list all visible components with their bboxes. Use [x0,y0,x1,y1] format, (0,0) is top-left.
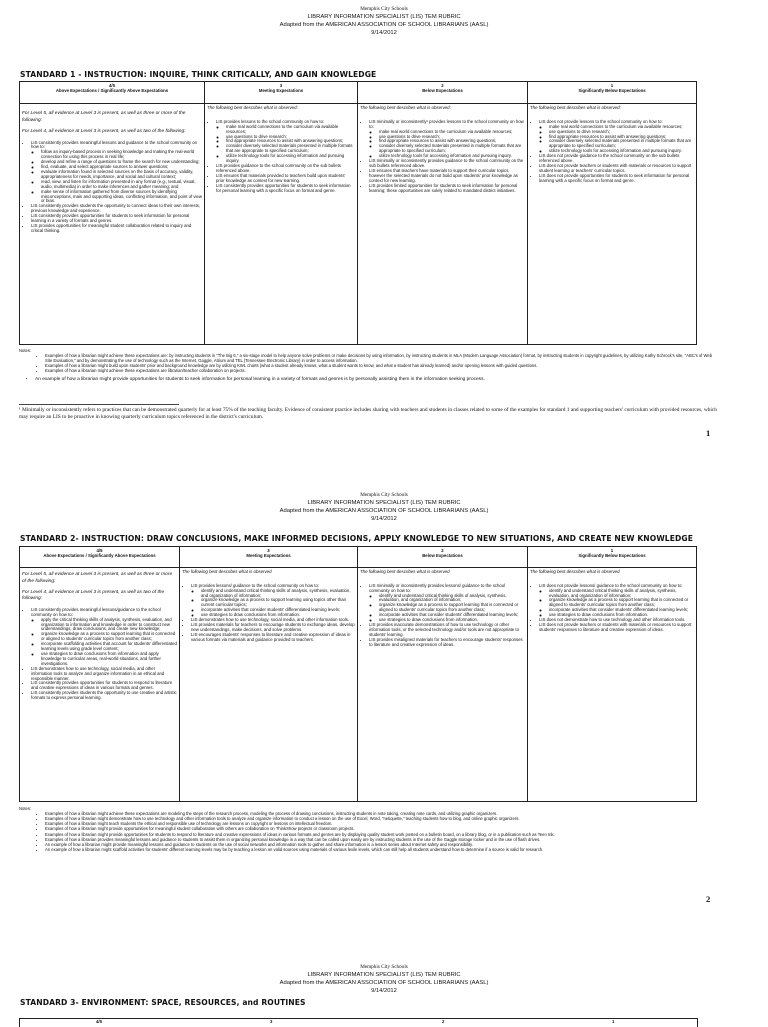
column-header: 2 Below Expectations [358,82,528,104]
note-item: • An example of how a librarian might provide meaningful lessons and guidance to students on the use of social networks and information tools to gather and share information is a lesson series about Internet safety and responsibility. [45,842,719,847]
list-item: ◦ find appropriate resources to assist with answering questions; [549,135,694,140]
note-item: • Examples of how a librarian might provide opportunities for meaningful student collaboration with others are collaboration on ThinkShow projects or classroom projects. [45,826,719,831]
level5-intro: For Level 5, all evidence at Level 3 is present, as well as three or more of the following: [22,111,186,123]
list-item: • LIS provides misaligned materials for teachers to encourage students' responses to literature and creative expression of ideas. [369,638,525,648]
list-item: • LIS consistently provides opportunities for students to seek information for personal learning with a specific focus on format and genre. [216,184,355,194]
list-item: • LIS ensures that teachers have materials to support their curricular topics, however the selected materials do not build upon students' prior knowledge as context for new learning. [369,169,525,184]
sub-list [539,589,694,618]
list-item: ◦ identify and understand critical thinking skills of analysis, synthesis, evaluation, and organization of information; [379,594,525,604]
note-item: • Examples of how a librarian might achieve these expectations are librarian/teacher collaboration on projects. [45,368,719,373]
column-header: 2 [442,1019,445,1024]
column-header: 3 Meeting Expectations [205,82,358,104]
page-header [0,5,768,37]
list-item: ◦ follow an inquiry-based process in seeking knowledge and making the real-world connection for using this process in real life; [41,150,202,160]
observed-label: The following best describes what is observed: [530,105,621,111]
adapted-line: Adapted from the AMERICAN ASSOCIATION OF SCHOOL LIBRARIANS (AASL) [279,980,489,986]
sub-list [31,618,177,667]
list-item: ◦ use questions to drive research; [549,130,694,135]
list-item: ◦ use strategies to draw conclusions from information. [201,613,355,618]
cell-level-2 [358,567,528,801]
list-item: ◦ use strategies to draw conclusions from information. [549,613,694,618]
adapted-line: Adapted from the AMERICAN ASSOCIATION OF SCHOOL LIBRARIANS (AASL) [279,508,489,514]
page-3 [0,960,768,1024]
list-item: ◦ incorporate activities that consider students' differentiated learning levels; [379,613,525,618]
notes-label: Notes: [19,348,32,353]
observed-label: The following best describes what is observed [530,569,620,575]
list-item: • LIS does not provide teachers or students with materials or resources to support students' responses to literature and creative expression of ideas. [539,623,694,633]
list-item: ◦ develop and refine a range of questions to frame the search for new understanding; [41,160,202,165]
note-item: • Examples of how a librarian provides meaningful lessons and guidance to students to assist them in organizing personal knowledge in a way that can be called upon easily are by instructing students in the use of the Gaggle storage locker and in the use of flash drives. [45,837,719,842]
list-item: • LIS provides lessons to the school community on how to: ◦ make real world connections to the curriculum via available resources; ◦ use questions to drive research; ◦ find appropriate resources to assist with answering questions; ◦ consider diversely selected materials presented in multiple formats that are appropriate to specified curriculum; ◦ utilize technology tools for accessing information and pursuing inquiry. [216,120,355,164]
list-item: ◦ read, view, and listen for information presented in any format (e.g., textual, visual, audio, multimedia) in order to make inferences and gather meaning; and [41,180,202,190]
list-item: ◦ incorporate activities that consider students' differentiated learning levels; [549,608,694,613]
list-item: ◦ utilize technology tools for accessing information and pursuing inquiry. [379,154,525,159]
column-header: 1 Significantly Below Expectations [528,82,697,104]
observed-label: The following best describes what is observed [182,569,272,575]
list-item: ◦ make real world connections to the curriculum via available resources; [549,125,694,130]
bullet-list [360,584,525,648]
list-item: ◦ find, evaluate, and select appropriate sources to answer questions; [41,165,202,170]
list-item: ◦ make sense of information gathered from diverse sources by identifying misconceptions, main and supporting ideas, conflicting information, and point of view or bias. [41,190,202,205]
notes-list-extra [19,377,719,382]
list-item: • LIS minimally or inconsistently¹ provides lessons to the school community on how to: ◦ make real world connections to the curriculum via available resources; ◦ use questions to drive research; ◦ find appropriate resources to assist with answering questions; ◦ consider diversely selected materials presented in multiple formats that are appropriate to specified curriculum; ◦ utilize technology tools for accessing information and pursuing inquiry. [369,120,525,159]
list-item: ◦ incorporate scaffolding activities that account for students' differentiated learning levels using grade level content; [41,642,177,652]
bullet-list [360,120,525,194]
list-item: ◦ make real world connections to the curriculum via available resources; [379,130,525,135]
standard-title: STANDARD 1 - INSTRUCTION: INQUIRE, THINK CRITICALLY, AND GAIN KNOWLEDGE [20,70,377,79]
column-header: 4/5 Above Expectations / Significantly Above Expectations [20,82,205,104]
column-header: 1 [612,1019,615,1024]
list-item: • LIS does not provide lessons to the school community on how to: ◦ make real world connections to the curriculum via available resources; ◦ use questions to drive research; ◦ find appropriate resources to assist with answering questions; ◦ consider diversely selected materials presented in multiple formats that are appropriate to specified curriculum; ◦ utilize technology tools for accessing information and pursuing inquiry. [539,120,694,154]
column-header: 4/5 [96,1019,102,1024]
column-header: 2 Below Expectations [358,547,528,568]
list-item: ◦ find appropriate resources to assist with answering questions; [226,139,355,144]
list-item: ◦ make real world connections to the curriculum via available resources; [226,125,355,135]
table-header-row [20,82,697,104]
list-item: • LIS ensures that materials provided to teachers build upon students' prior knowledge as context for new learning. [216,174,355,184]
sub-list [369,130,525,159]
table-row [20,567,697,801]
page-1 [0,0,768,450]
column-header: 3 [270,1019,273,1024]
note-item: • An example of how a librarian might scaffold activities for students' different learning levels may be by teaching a lesson on valid sources using materials of various lexile levels, which can still help all students understand how to determine if a source is valid for research. [45,847,719,852]
list-item: ◦ use strategies to draw conclusions from information. [379,618,525,623]
rubric-table [19,546,697,802]
note-item: • Examples of how a librarian might demonstrate how to use technology and other information tools to analyze and organize information to conduct a lesson on the use of Excel, Word, "netiquette," teaching students how to blog, and online graphic organizers. [45,816,719,821]
page-number: 2 [706,894,711,904]
sub-list [369,594,525,623]
note-item: • Examples of how a librarian might teach students the ethical and responsible use of technology are lessons on copyright or lessons on intellectual freedom. [45,821,719,826]
list-item: ◦ use questions to drive research; [226,135,355,140]
list-item: • LIS does not provide lessons/ guidance to the school community on how to: ◦ identify and understand critical thinking skills of analysis, synthesis, evaluation, and organization of information; ◦ organize knowledge as a process to support learning that is connected or aligned to students' curricular topics from another class; ◦ incorporate activities that consider students' differentiated learning levels; ◦ use strategies to draw conclusions from information. [539,584,694,618]
observed-label: The following best describes what is observed [360,569,450,575]
list-item: ◦ consider diversely selected materials presented in multiple formats that are appropriate to specified curriculum; [379,144,525,154]
district-name: Memphis City Schools [360,964,408,970]
sub-list [539,125,694,154]
notes-section [19,806,719,852]
list-item: ◦ evaluate information found in selected sources on the basis of accuracy, validity, appropriateness for needs, importance, and social and cultural context; [41,170,202,180]
list-item: • LIS provides guidance to the school community on the sub bullets referenced above. [216,164,355,174]
list-item: • LIS consistently provides opportunities for students to respond to literature and creative expressions of ideas in various formats and genres. [31,681,177,691]
rubric-table-top [19,1018,698,1027]
level4-intro: For Level 4, all evidence at Level 3 is present, as well as two of the following: [22,129,186,135]
page-2 [0,488,768,908]
list-item: • LIS minimally or inconsistently provides lessons/ guidance to the school community on how to: ◦ identify and understand critical thinking skills of analysis, synthesis, evaluation, and organization of information; ◦ organize knowledge as a process to support learning that is connected or aligned to students' curricular topics from another class; ◦ incorporate activities that consider students' differentiated learning levels; ◦ use strategies to draw conclusions from information. [369,584,525,623]
observed-label: The following best describes what is observed: [360,105,451,111]
cell-level-1 [528,103,697,344]
page-number: 1 [706,428,711,438]
list-item: • LIS demonstrates how to use technology, social media, and other information tools. [191,618,355,623]
bullet-list [530,120,694,184]
list-item: ◦ use strategies to draw conclusions from information and apply knowledge to curricular areas, real-world situations, and further investigations. [41,652,177,667]
cell-level-4-5 [20,103,205,344]
list-item: • LIS encourages students' responses to literature and creative expression of ideas in various formats via materials and guidance provided to teachers. [191,633,355,643]
list-item: • LIS consistently provides opportunities for students to seek information for personal learning in a variety of formats and genres. [31,214,202,224]
list-item: • LIS consistently provides meaningful lessons/guidance to the school community on how to: ◦ apply the critical thinking skills of analysis, synthesis, evaluation, and organization to information and knowledge in order to construct new understandings, draw conclusions, and create new knowledge; ◦ organize knowledge as a process to support learning that is connected or aligned to students' curricular topics from another class; ◦ incorporate scaffolding activities that account for students' differentiated learning levels using grade level content; ◦ use strategies to draw conclusions from information and apply knowledge to curricular areas, real-world situations, and further investigations. [31,608,177,667]
list-item: ◦ find appropriate resources to assist with answering questions; [379,139,525,144]
list-item: ◦ organize knowledge as a process to support learning that is connected or aligned to students' curricular topics from another class; [549,598,694,608]
list-item: ◦ use questions to drive research; [379,135,525,140]
bullet-list [22,608,177,701]
sub-list [191,589,355,618]
list-item: ◦ apply the critical thinking skills of analysis, synthesis, evaluation, and organization to information and knowledge in order to construct new understandings, draw conclusions, and create new knowledge; [41,618,177,633]
page-header [0,491,768,523]
bullet-list [182,584,355,643]
list-item: • LIS provides materials for teachers to encourage students to exchange ideas, develop new understandings, make decisions, and solve problems. [191,623,355,633]
sub-list [31,150,202,204]
list-item: ◦ utilize technology tools for accessing information and pursuing inquiry. [549,149,694,154]
bullet-list [22,141,202,234]
note-item: • Examples of how a librarian might achieve these expectations are modeling the steps of the research process, modeling the process of drawing conclusions, instructing students in note taking, creating note cards, and utilizing graphic organizers. [45,811,719,816]
list-item: ◦ identify and understand critical thinking skills of analysis, synthesis, evaluation, and organization of information; [201,589,355,599]
list-item: • LIS does not provide opportunities for students to seek information for personal learning with a specific focus on format and genre. [539,174,694,184]
list-item: • LIS does not demonstrate how to use technology and other information tools. [539,618,694,623]
list-item: • LIS demonstrates how to use technology, social media, and other information tools to analyze and organize information in an ethical and responsible manner. [31,667,177,682]
list-item: ◦ organize knowledge as a process to support learning using topics other than current curricular topics; [201,598,355,608]
standard-title: STANDARD 2- INSTRUCTION: DRAW CONCLUSIONS, MAKE INFORMED DECISIONS, APPLY KNOWLEDGE TO NEW SITUATIONS, AND CREATE NEW KNOWLEDGE [20,534,694,543]
level4-intro: For Level 4, all evidence at Level 3 is present, as well as two of the following: [22,590,165,602]
notes-section [19,348,719,382]
level5-intro: For Level 5, all evidence at Level 3 is present, as well as three or more of the following: [22,572,173,584]
rubric-title: LIBRARY INFORMATION SPECIALIST (LIS) TEM RUBRIC [307,14,461,20]
list-item: ◦ organize knowledge as a process to support learning that is connected or aligned to students' curricular topics from another class; [379,603,525,613]
list-item: • LIS provides lessons/ guidance to the school community on how to: ◦ identify and understand critical thinking skills of analysis, synthesis, evaluation, and organization of information; ◦ organize knowledge as a process to support learning using topics other than current curricular topics; ◦ incorporate activities that consider students' differentiated learning levels; ◦ use strategies to draw conclusions from information. [191,584,355,618]
list-item: ◦ consider diversely selected materials presented in multiple formats that are appropriate to specified curriculum; [549,139,694,149]
bullet-list [530,584,694,633]
bullet-list [207,120,355,194]
list-item: • LIS minimally or inconsistently provides guidance to the school community on the sub bullets referenced above. [369,159,525,169]
cell-level-3 [180,567,358,801]
date: 9/14/2012 [371,988,397,994]
table-row [20,103,697,344]
rubric-table [19,81,697,345]
sub-list [216,125,355,164]
note-item: • An example of how a librarian might provide opportunities for students to seek information for personal learning in a variety of formats and genres is by personally assisting them in the information seeking process. [35,377,719,382]
list-item: ◦ incorporate activities that consider students' differentiated learning levels; [201,608,355,613]
list-item: • LIS does not provide teachers or students with materials or resources to support student learning or teachers' curricular topics. [539,164,694,174]
list-item: ◦ utilize technology tools for accessing information and pursuing inquiry. [226,154,355,164]
notes-list [19,811,719,852]
footnote-separator [19,404,179,405]
page-header [0,963,768,995]
note-item: • Examples of how a librarian might build upon students' prior and background knowledge are by utilizing KWL charts (what a student already knows, what a student wants to know, and what a student has already learned) and/or opening lessons with guided questions. [45,363,719,368]
district-name: Memphis City Schools [360,6,408,12]
table-header-row [20,547,697,568]
list-item: • LIS consistently provides students the opportunity to connect ideas to their own interests, previous knowledge and experience. [31,204,202,214]
standard-title: STANDARD 3- ENVIRONMENT: SPACE, RESOURCES, and ROUTINES [20,998,306,1007]
date: 9/14/2012 [371,516,397,522]
rubric-title: LIBRARY INFORMATION SPECIALIST (LIS) TEM RUBRIC [307,500,461,506]
list-item: ◦ consider diversely selected materials presented in multiple formats that are appropriate to specified curriculum; [226,144,355,154]
note-item: • Examples of how a librarian might achieve these expectations are: by instructing students in "The Big 6," a six-stage model to help anyone solve problems or make decisions by using information, by instructing students in MLA (Modern Language Association) format, by instructing students in copyright guidelines, by utilizing Kathy Schrock's site, "ABC's of Web Site Evaluation," and by demonstrating the use of technology such as the Internet, Gaggle, Atrium and TEL (Tennessee Electronic Library) in order to access information. [45,353,719,363]
column-header: 4/5 Above Expectations / Significantly Above Expectations [20,547,180,568]
list-item: • LIS provides opportunities for meaningful student collaboration related to inquiry and critical thinking. [31,224,202,234]
list-item: • LIS consistently provides meaningful lessons and guidance to the school community on how to: ◦ follow an inquiry-based process in seeking knowledge and making the real-world connection for using this process in real life; ◦ develop and refine a range of questions to frame the search for new understanding; ◦ find, evaluate, and select appropriate sources to answer questions; ◦ evaluate information found in selected sources on the basis of accuracy, validity, appropriateness for needs, importance, and social and cultural context; ◦ read, view, and listen for information presented in any format (e.g., textual, visual, audio, multimedia) in order to make inferences and gather meaning; and ◦ make sense of information gathered from diverse sources by identifying misconceptions, main and supporting ideas, conflicting information, and point of view or bias. [31,141,202,205]
list-item: ◦ identify and understand critical thinking skills of analysis, synthesis, evaluation, and organization of information; [549,589,694,599]
notes-list [19,353,719,373]
note-item: • Examples of how a librarian might provide opportunities for students to respond to literature and creative expressions of ideas in various formats and genres are by displaying quality student work posted on a bulletin board, on a library blog, or in a publication such as Teen Ink. [45,832,719,837]
list-item: • LIS does not provide guidance to the school community on the sub bullets referenced above. [539,154,694,164]
adapted-line: Adapted from the AMERICAN ASSOCIATION OF SCHOOL LIBRARIANS (AASL) [279,22,489,28]
observed-label: The following best describes what is observed: [207,105,298,111]
column-header: 1 Significantly Below Expectations [528,547,697,568]
list-item: • LIS consistently provides students the opportunity to use creative and artistic formats to express personal learning. [31,691,177,701]
notes-label: Notes: [19,806,32,811]
cell-level-4-5 [20,567,180,801]
cell-level-1 [528,567,697,801]
district-name: Memphis City Schools [360,492,408,498]
cell-level-3 [205,103,358,344]
list-item: • LIS provides inaccurate demonstrations of how to use technology or other information tools, or the selected technology and/or tools are not appropriate to students' learning. [369,623,525,638]
rubric-title: LIBRARY INFORMATION SPECIALIST (LIS) TEM RUBRIC [307,972,461,978]
column-header: 3 Meeting Expectations [180,547,358,568]
list-item: • LIS provides limited opportunities for students to seek information for personal learning; these opportunities are solely related to mandated district initiatives. [369,184,525,194]
date: 9/14/2012 [371,30,397,36]
cell-level-2 [358,103,528,344]
list-item: ◦ organize knowledge as a process to support learning that is connected or aligned to students' curricular topics from another class; [41,632,177,642]
footnote: ¹ Minimally or inconsistently refers to practices that can be demonstrated quarterly for at least 75% of the teaching faculty. Evidence of consistent practice includes sharing with teachers and students in classes related to some of the examples for standard 1 and supporting teachers' curriculum with provided resources, which may require an LIS to be proactive in knowing quarterly curriculum topics referenced in the district's curriculum. [19,407,718,420]
